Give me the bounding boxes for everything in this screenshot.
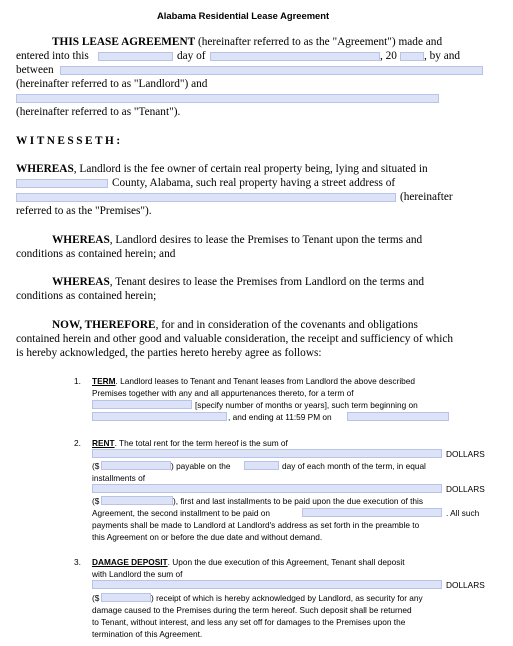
whereas-1-lead: WHEREAS (16, 163, 74, 175)
term-end-field[interactable] (347, 412, 449, 421)
intro-entered: entered into this (16, 50, 89, 62)
term-line-3: [specify number of months or years], such term beginning on (195, 400, 418, 410)
rent-on-before: this Agreement on or before the due date and without demand. (92, 532, 323, 542)
deposit-text: . Upon the due execution of this Agreement, Tenant shall deposit (167, 557, 405, 567)
whereas-1-line-1 (16, 164, 428, 175)
term-start-field[interactable] (92, 412, 227, 421)
deposit-amount-field[interactable] (101, 593, 151, 602)
day-field[interactable] (98, 52, 173, 61)
term-length-field[interactable] (92, 400, 192, 409)
rent-payments: payments shall be made to Landlord at Landlord's address as set forth in the preamble to (92, 520, 420, 530)
deposit-dollar-sign: ($ (92, 593, 100, 603)
rent-heading: RENT (92, 438, 115, 448)
tenant-name-field[interactable] (16, 94, 439, 103)
month-field[interactable] (210, 52, 380, 61)
rent-due-day-field[interactable] (244, 461, 279, 470)
now-therefore-text: , for and in consideration of the covenants and obligations (155, 319, 418, 331)
deposit-termination: termination of this Agreement. (92, 629, 203, 639)
rent-installment-amount-field[interactable] (101, 496, 173, 505)
deposit-tenant: to Tenant, without interest, and less any set off for damages to the Premises upon the (92, 617, 406, 627)
whereas-3-line-1 (52, 277, 424, 288)
street-address-field[interactable] (16, 193, 396, 202)
intro-rest: (hereinafter referred to as the "Agreement") made and (197, 36, 443, 48)
term-line-2: Premises together with any and all appurtenances thereto, for a term of (92, 388, 354, 398)
year-field[interactable] (400, 52, 424, 61)
term-heading: TERM (92, 376, 116, 386)
whereas-1-text: , Landlord is the fee owner of certain real property being, lying and situated in (73, 163, 428, 175)
rent-number: 2. (74, 438, 81, 448)
rent-second-date-field[interactable] (302, 508, 442, 517)
deposit-line-1 (92, 558, 405, 566)
rent-payable: ) payable on the (171, 461, 231, 471)
county-field[interactable] (16, 179, 108, 188)
rent-dollars-label-2: DOLLARS (446, 484, 485, 494)
now-therefore-line-1 (52, 320, 418, 331)
intro-by-and: , by and (424, 50, 461, 62)
intro-lead: THIS LEASE AGREEMENT (52, 36, 196, 48)
rent-day-each: day of each month of the term, in equal (282, 461, 426, 471)
intro-tenant-ref: (hereinafter referred to as "Tenant"). (16, 106, 181, 118)
term-line-4: , and ending at 11:59 PM on (228, 412, 332, 422)
whereas-1-county: County, Alabama, such real property having a street address of (112, 177, 396, 189)
whereas-3-lead: WHEREAS (52, 276, 110, 288)
deposit-receipt: ) receipt of which is hereby acknowledged by Landlord, as security for any (151, 593, 423, 603)
deposit-dollars-label: DOLLARS (446, 580, 485, 590)
whereas-3-text: , Tenant desires to lease the Premises from Landlord on the terms and (109, 276, 425, 288)
now-therefore-line-2: contained herein and other good and valuable consideration, the receipt and sufficiency of which (16, 333, 454, 345)
whereas-3-line-2: conditions as contained herein; (16, 290, 157, 302)
whereas-2-lead: WHEREAS (52, 234, 110, 246)
deposit-line-2: with Landlord the sum of (92, 569, 183, 579)
rent-installment-words-field[interactable] (92, 484, 442, 493)
rent-all-such: . All such (446, 508, 480, 518)
rent-text: . The total rent for the term hereof is the sum of (114, 438, 288, 448)
term-line-1 (92, 377, 415, 385)
intro-between: between (16, 64, 54, 76)
document-title: Alabama Residential Lease Agreement (157, 10, 330, 21)
whereas-2-text: , Landlord desires to lease the Premises to Tenant upon the terms and (109, 234, 423, 246)
rent-total-amount-field[interactable] (101, 461, 171, 470)
whereas-2-line-1 (52, 235, 422, 246)
deposit-heading: DAMAGE DEPOSIT (92, 557, 168, 567)
term-number: 1. (74, 376, 81, 386)
rent-second: Agreement, the second installment to be paid on (92, 508, 271, 518)
now-therefore-lead: NOW, THEREFORE (52, 319, 156, 331)
rent-total-words-field[interactable] (92, 449, 442, 458)
intro-landlord-ref: (hereinafter referred to as "Landlord") and (16, 78, 208, 90)
witnesseth-heading: WITNESSETH: (16, 135, 123, 147)
term-text: . Landlord leases to Tenant and Tenant leases from Landlord the above described (115, 376, 416, 386)
whereas-1-premises: referred to as the "Premises"). (16, 205, 152, 217)
deposit-number: 3. (74, 557, 81, 567)
rent-line-1 (92, 439, 288, 447)
rent-installments: installments of (92, 473, 146, 483)
rent-dollars-label: DOLLARS (446, 449, 485, 459)
intro-line-1 (52, 37, 442, 48)
whereas-1-hereinafter: (hereinafter (400, 191, 453, 203)
intro-comma-20: , 20 (380, 50, 397, 62)
now-therefore-line-3: is hereby acknowledged, the parties hereto hereby agree as follows: (16, 347, 322, 359)
rent-dollar-sign: ($ (92, 461, 100, 471)
rent-dollar-sign-2: ($ (92, 496, 100, 506)
deposit-damage: damage caused to the Premises during the term hereof. Such deposit shall be returned (92, 605, 412, 615)
deposit-words-field[interactable] (92, 580, 442, 589)
landlord-name-field[interactable] (60, 66, 483, 75)
rent-first-last: ), first and last installments to be paid upon the due execution of this (173, 496, 423, 506)
intro-day-of: day of (177, 50, 206, 62)
whereas-2-line-2: conditions as contained herein; and (16, 248, 176, 260)
